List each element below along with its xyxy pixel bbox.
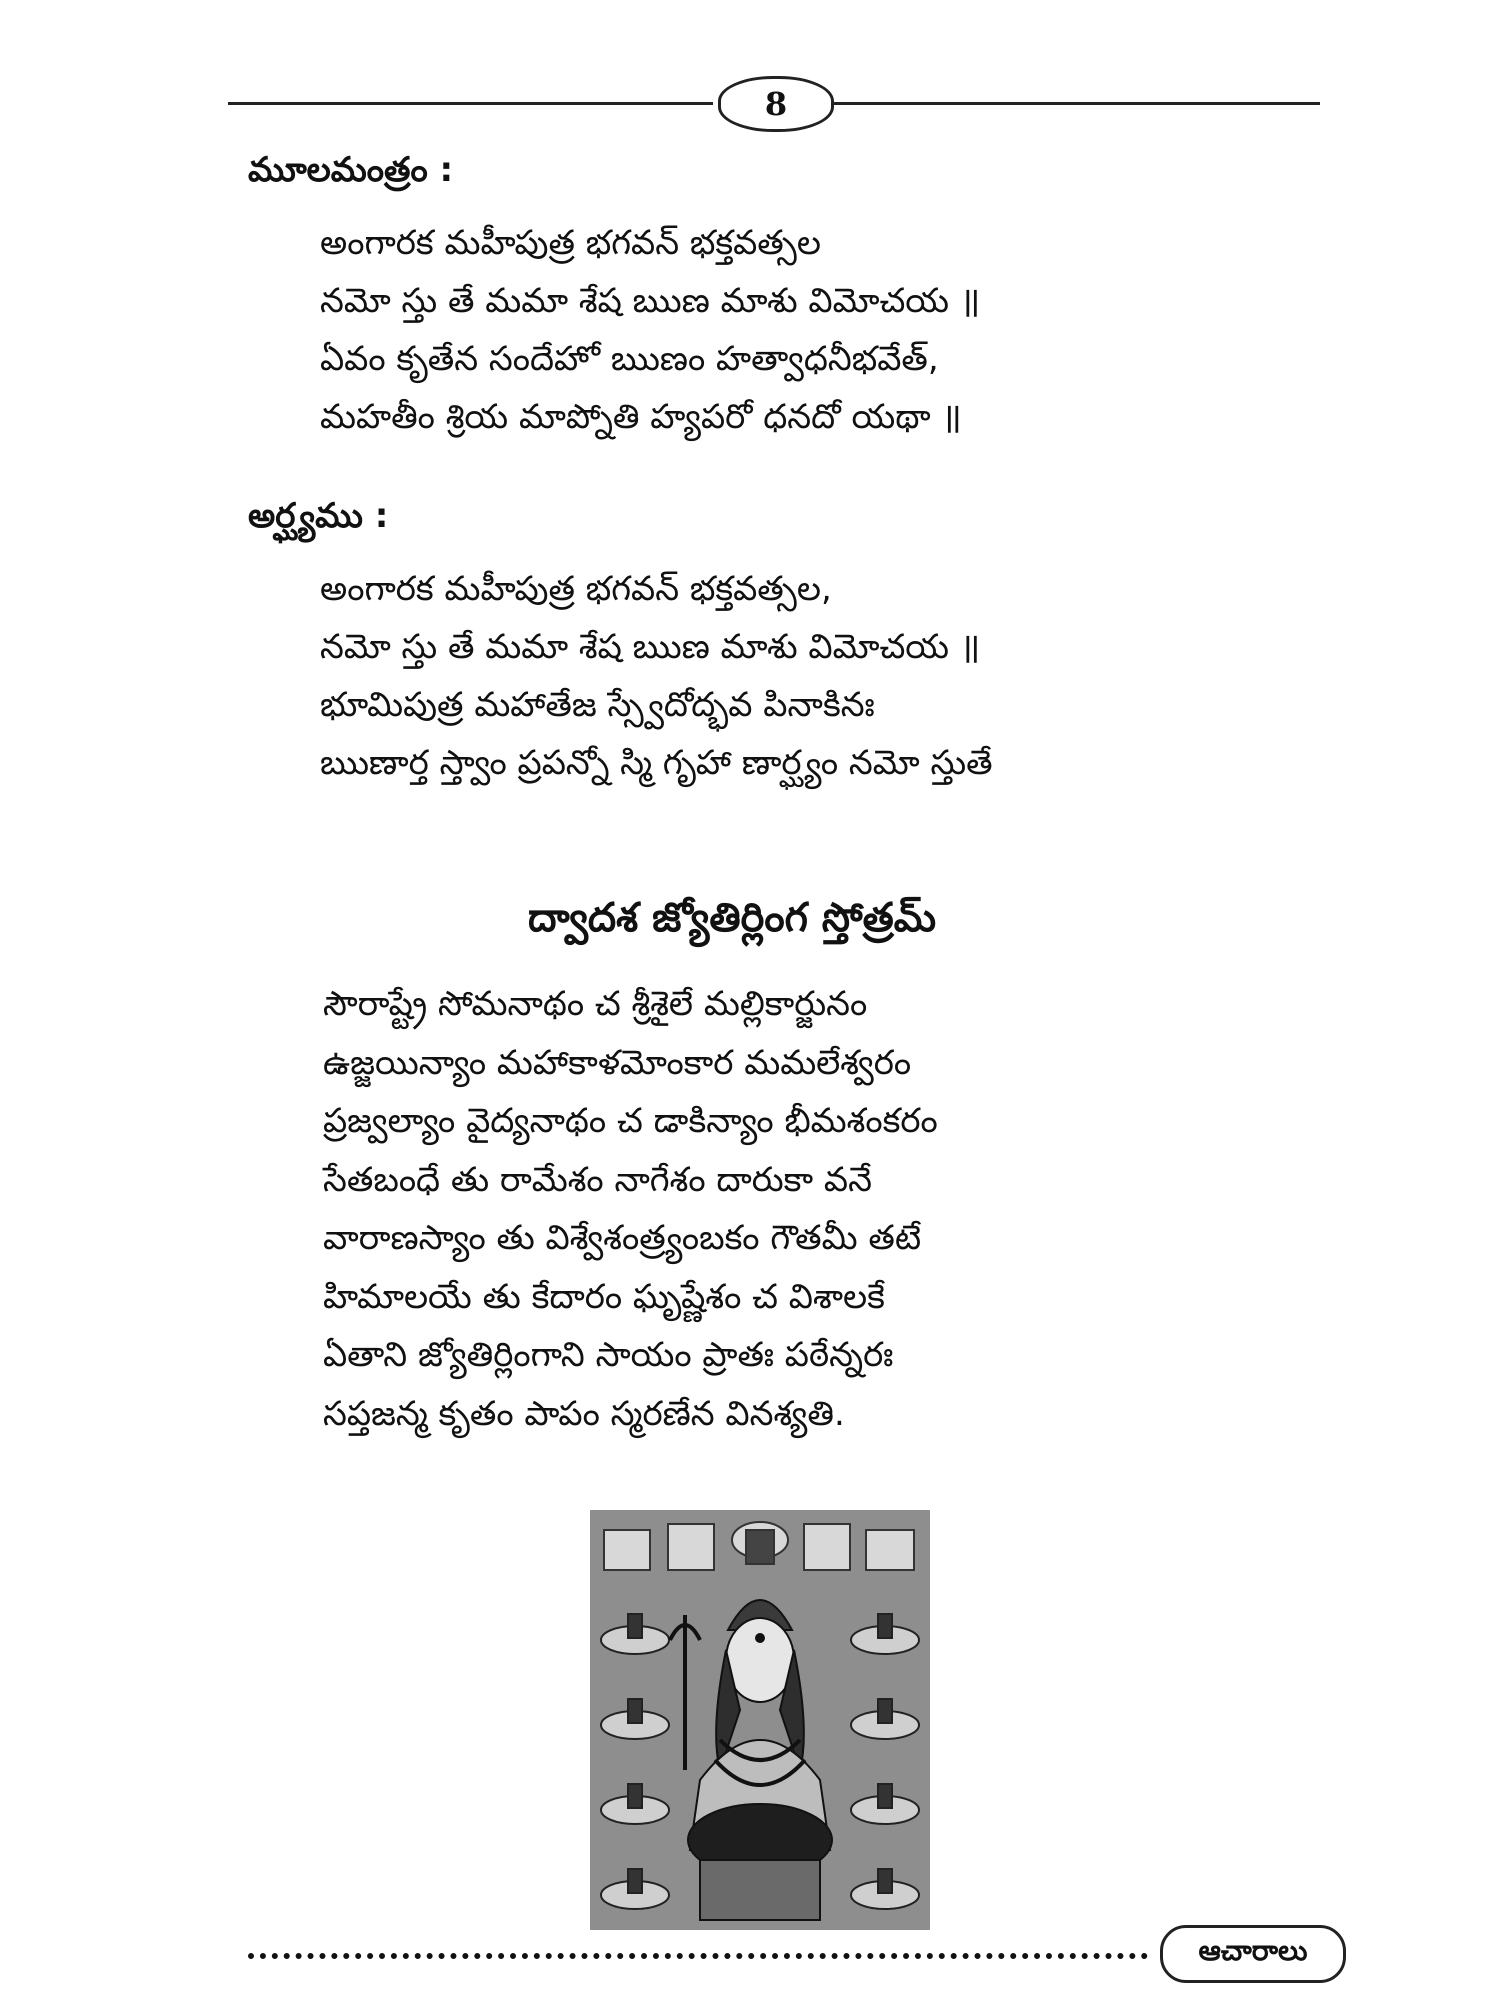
verse-line: ఋణార్త స్త్వాం ప్రపన్నో స్మి గృహా ణార్ఘ్యం నమో స్తుతే xyxy=(320,743,993,783)
header-rule-left xyxy=(228,102,713,105)
verse-line: అంగారక మహీపుత్ర భగవన్ భక్తవత్సల xyxy=(320,223,821,263)
arghyamu-heading: అర్ఘ్యము : xyxy=(248,496,389,536)
page-header xyxy=(228,70,1320,130)
verse-line: అంగారక మహీపుత్ర భగవన్ భక్తవత్సల, xyxy=(320,569,832,609)
mula-mantram-verse xyxy=(320,214,980,446)
footer-label: ఆచారాలు xyxy=(1160,1925,1346,1983)
shiva-jyotirlinga-image xyxy=(590,1510,930,1930)
verse-line: సేతబంధే తు రామేశం నాగేశం దారుకా వనే xyxy=(323,1159,872,1200)
stotram-title: ద్వాదశ జ్యోతిర్లింగ స్తోత్రమ్ xyxy=(528,895,937,941)
mula-mantram-heading: మూలమంత్రం : xyxy=(248,150,454,190)
verse-line: మహతీం శ్రియ మాప్నోతి హ్యపరో ధనదో యథా ॥ xyxy=(320,397,962,437)
verse-line: ఉజ్జయిన్యాం మహాకాళమోంకార మమలేశ్వరం xyxy=(323,1042,912,1083)
verse-line: నమో స్తు తే మమా శేష ఋణ మాశు విమోచయ ॥ xyxy=(320,281,981,321)
verse-line: ఏవం కృతేన సందేహో ఋణం హత్వాధనీభవేత్, xyxy=(320,339,939,379)
verse-line: భూమిపుత్ర మహాతేజ స్స్వేదోద్భవ పినాకినః xyxy=(320,685,875,725)
header-rule-right xyxy=(833,102,1320,105)
verse-line: వారాణస్యాం తు విశ్వేశంత్ర్యంబకం గౌతమీ తటే xyxy=(323,1218,922,1258)
verse-line: సప్తజన్మ కృతం పాపం స్మరణేన వినశ్యతి. xyxy=(323,1393,845,1434)
verse-line: నమో స్తు తే మమా శేష ఋణ మాశు విమోచయ ॥ xyxy=(320,627,981,667)
verse-line: ప్రజ్వల్యాం వైద్యనాథం చ డాకిన్యాం భీమశంకరం xyxy=(323,1101,938,1141)
arghyamu-verse xyxy=(320,560,993,792)
verse-line: హిమాలయే తు కేదారం ఘృష్ణేశం చ విశాలకే xyxy=(323,1276,885,1317)
verse-line: సౌరాష్ట్రే సోమనాథం చ శ్రీశైలే మల్లికార్జునం xyxy=(323,984,868,1024)
footer-dotted-rule xyxy=(248,1953,1148,1959)
verse-line: ఏతాని జ్యోతిర్లింగాని సాయం ప్రాతః పఠేన్నరః xyxy=(323,1335,894,1375)
stotram-verse xyxy=(323,975,938,1443)
page-number: 8 xyxy=(718,76,834,132)
